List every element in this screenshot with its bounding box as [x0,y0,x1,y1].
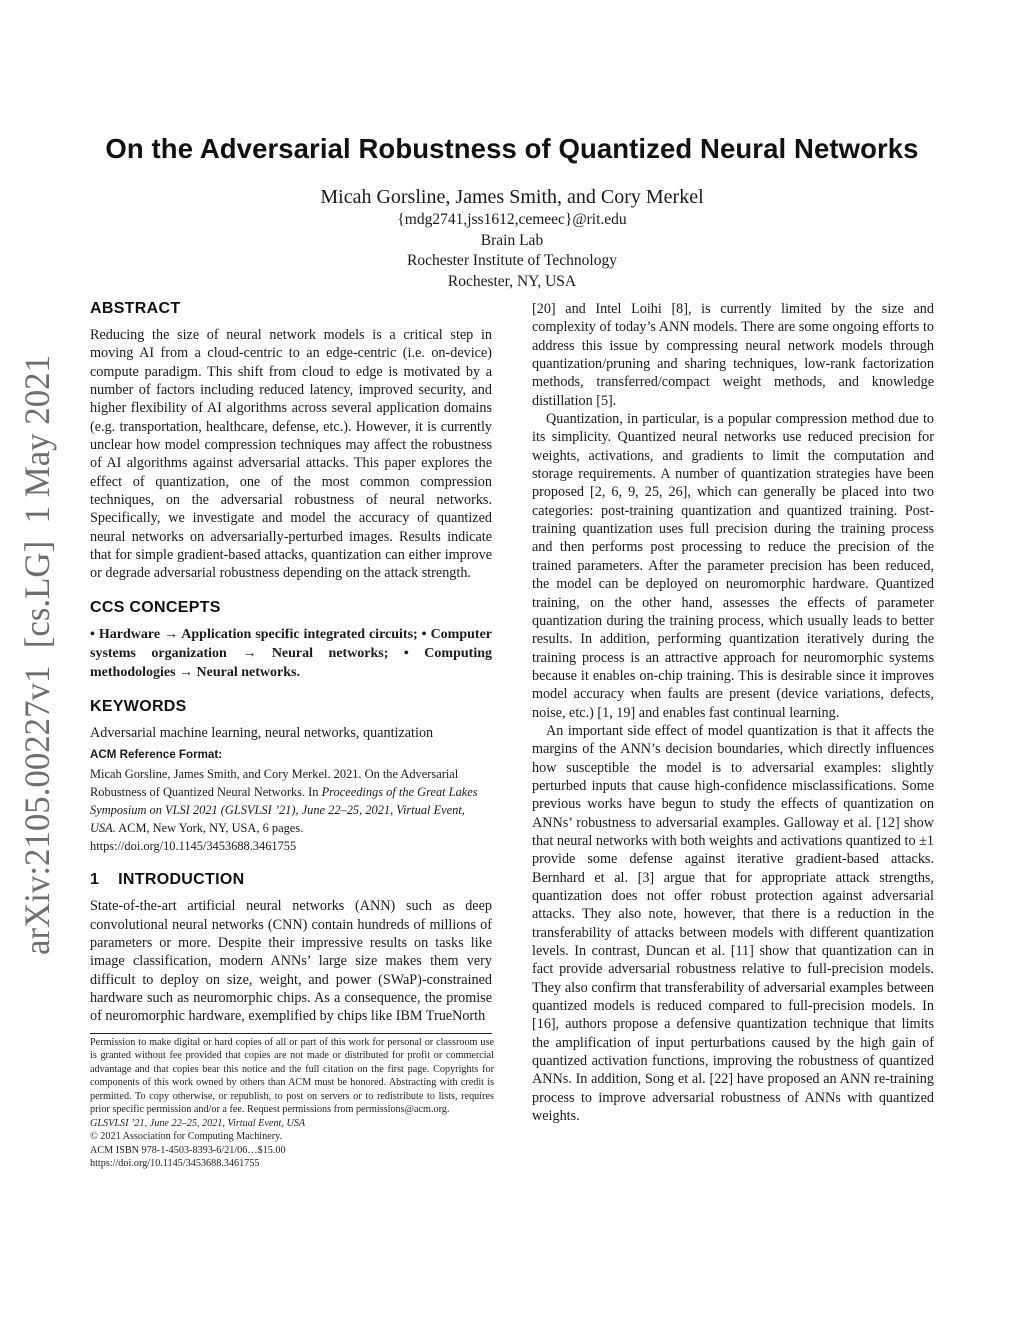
keywords-text: Adversarial machine learning, neural networks, quantization [90,724,434,741]
intro-paragraph-side-effect: An important side effect of model quantization is that it affects the margins of the ANN’s decision boundaries, which directly influences how susceptible the model is to adversarial examples: slightly perturbed inputs that cause high-confidence misclassifications. Some previous works have begun to study the effects of quantization on ANNs’ robustness to adversarial examples. Galloway et al. [12] show that neural networks with both weights and activations quantized to ±1 provide some defense against iterative gradient-based attacks. Bernhard et al. [3] argue that for appropriate attack strengths, quantization does not offer robust protection against adversarial attacks. They also note, however, that there is a reduction in the transferability of attacks between models with different quantization levels. In contrast, Duncan et al. [11] show that quantization can in fact provide adversarial robustness relative to full-precision models. They also confirm that transferability of adversarial examples between quantized models is reduced compared to full-precision models. In [16], authors propose a defensive quantization technique that limits the amplification of input perturbations caused by the high gain of quantized activation functions, improving the robustness of quantized ANNs. In addition, Song et al. [22] have proposed an ANN re-training process to improve adversarial robustness of ANNs with quantized weights. [532,722,934,1125]
copyright-footnote [90,1036,494,1171]
introduction-heading: 1 INTRODUCTION [90,871,245,889]
arxiv-identifier [10,350,60,960]
ccs-concepts-text: • Hardware → Application specific integrated circuits; • Computer systems organization → Neural networks; • Computing methodologies → Neural networks. [90,626,492,680]
author-location: Rochester, NY, USA [447,272,577,290]
acm-reference-text [90,765,492,855]
permission-notice: Permission to make digital or hard copies of all or part of this work for personal or classroom use is granted without fee provided that copies are not made or distributed for profit or commercial advantage and that copies bear this notice and the full citation on the first page. Copyrights for components of this work owned by others than ACM must be honored. Abstracting with credit is permitted. To copy otherwise, or republish, to post on servers or to redistribute to lists, requires prior specific permission and/or a fee. Request permissions from permissions@acm.org. [90,1037,494,1116]
copyright-line: © 2021 Association for Computing Machinery. [90,1131,283,1143]
left-column [90,298,492,1026]
acm-reference-authors: Micah Gorsline, James Smith, and Cory Merkel. 2021. On the Adversarial Robustness of Quantized Neural Networks. In [90,767,459,800]
isbn-line: ACM ISBN 978-1-4503-8393-6/21/06…$15.00 [90,1144,286,1156]
keywords-heading: KEYWORDS [90,697,187,715]
author-emails: {mdg2741,jss1612,cemeec}@rit.edu [397,211,627,228]
author-institution: Rochester Institute of Technology [407,252,617,269]
conference-info: GLSVLSI ’21, June 22–25, 2021, Virtual Event, USA [90,1117,306,1129]
intro-paragraph-continued: [20] and Intel Loihi [8], is currently limited by the size and complexity of today’s ANN models. There are some ongoing efforts to address this issue by compressing neural network models through quantization/pruning and sharing techniques, low-rank factorization methods, transferred/compact weight methods, and knowledge distillation [5]. [532,301,934,409]
footnote-divider [90,1033,492,1034]
author-block [262,184,762,292]
doi-line: https://doi.org/10.1145/3453688.3461755 [90,1158,260,1170]
acm-reference-publisher: ACM, New York, NY, USA, 6 pages. https://doi.org/10.1145/3453688.3461755 [90,821,304,854]
intro-paragraph-quantization: Quantization, in particular, is a popular compression method due to its simplicity. Quantized neural networks use reduced precision for weights, activations, and gradients to limit the computation and storage requirements. A number of quantization strategies have been proposed [2, 6, 9, 25, 26], which can generally be placed into two categories: post-training quantization and quantized training. Post-training quantization uses full precision during the training process and then performs post processing to reduce the precision of the trained parameters. After the parameter precision has been reduced, the model can be deployed on neuromorphic hardware. Quantized training, on the other hand, assesses the effects of parameter quantization during the training process, which usually leads to better results. In addition, performing quantization iteratively during the training process is an attractive approach for neuromorphic systems because it enables on-chip training. This is desirable since it improves model accuracy when faults are present (device variations, defects, noise, etc.) [1, 19] and enables fast continual learning. [532,411,934,721]
arxiv-identifier-text: arXiv:2105.00227v1 [cs.LG] 1 May 2021 [17,350,57,955]
acm-reference-venue: Proceedings of the Great Lakes Symposium on VLSI 2021 (GLSVLSI ’21), June 22–25, 2021, Virtual Event, USA. [90,785,478,836]
introduction-text: State-of-the-art artificial neural networks (ANN) such as deep convolutional neural networks (CNN) contain hundreds of millions of parameters or more. Despite their impressive results on tasks like image classification, modern ANNs’ large size makes them very difficult to deploy on size, weight, and power (SWaP)-constrained hardware such as neuromorphic chips. As a consequence, the promise of neuromorphic hardware, exemplified by chips like IBM TrueNorth [90,898,492,1025]
abstract-heading: ABSTRACT [90,300,181,317]
paper-title: On the Adversarial Robustness of Quantized Neural Networks [105,133,919,164]
author-names: Micah Gorsline, James Smith, and Cory Merkel [320,186,704,208]
abstract-text: Reducing the size of neural network models is a critical step in moving AI from a cloud-centric to an edge-centric (i.e. on-device) compute paradigm. This shift from cloud to edge is motivated by a number of factors including reduced latency, improved security, and higher flexibility of AI algorithms across several application domains (e.g. transportation, healthcare, defense, etc.). However, it is currently unclear how model compression techniques may affect the robustness of AI algorithms against adversarial attacks. This paper explores the effect of quantization, one of the most common compression techniques, on the adversarial robustness of neural networks. Specifically, we investigate and model the accuracy of quantized neural networks on adversarially-perturbed images. Results indicate that for simple gradient-based attacks, quantization can either improve or degrade adversarial robustness depending on the attack strength. [90,327,492,582]
author-lab: Brain Lab [480,231,544,249]
ccs-concepts-heading: CCS CONCEPTS [90,598,221,616]
acm-reference-label: ACM Reference Format: [90,748,223,762]
right-column [532,300,934,1125]
